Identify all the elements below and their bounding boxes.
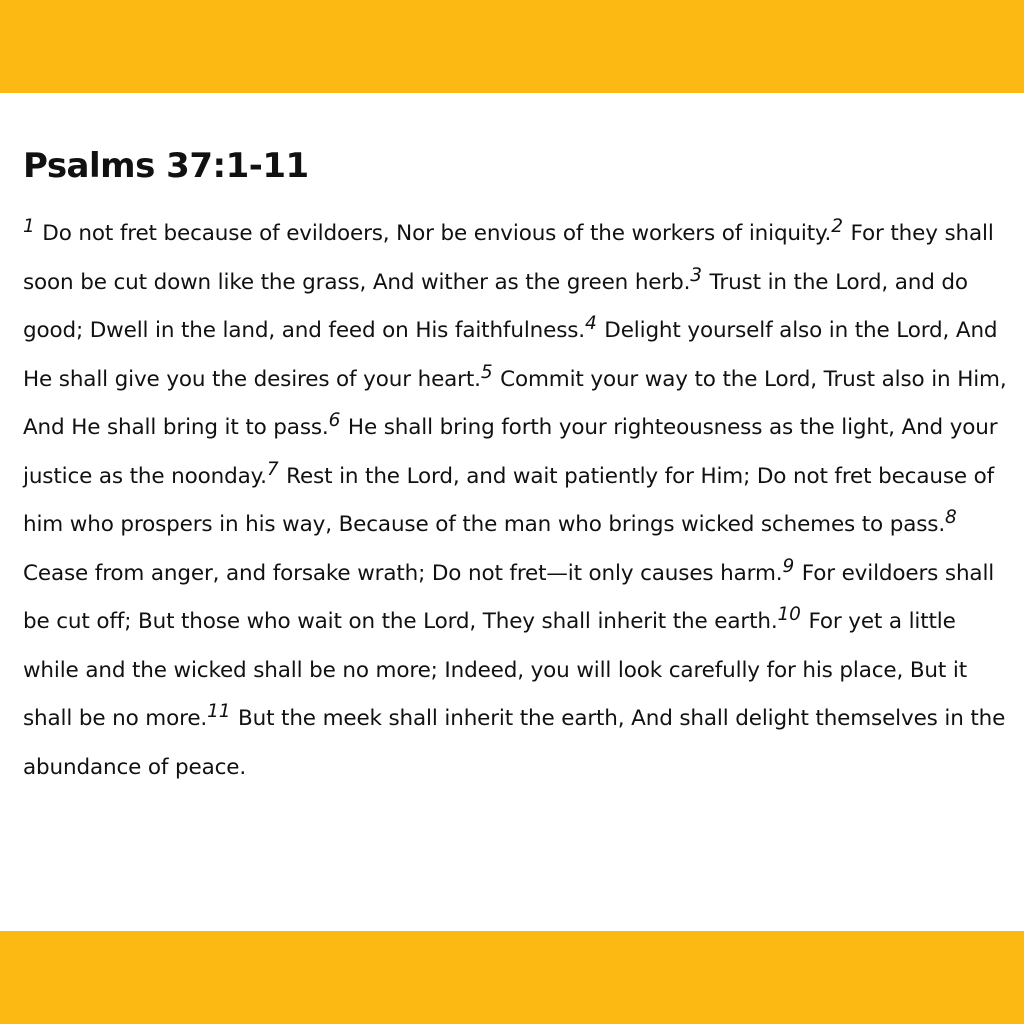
verse-text: He shall bring forth your righteousness as the light, And your justice as the noonday. (23, 415, 998, 489)
verse-number: 2 (831, 216, 843, 238)
verse-number: 10 (777, 604, 801, 626)
verse-text: Rest in the Lord, and wait patiently for Him; Do not fret because of him who prospers in his way, Because of the man who brings wicked schemes to pass. (23, 463, 995, 537)
bottom-color-band (0, 931, 1024, 1024)
verse-number: 11 (207, 701, 231, 723)
verse-number: 4 (585, 313, 597, 335)
verse-number: 3 (690, 264, 702, 286)
verse-text: For yet a little while and the wicked shall be no more; Indeed, you will look carefully for his place, But it shall be no more. (23, 609, 967, 731)
verse-text: Delight yourself also in the Lord, And He shall give you the desires of your heart. (23, 318, 998, 392)
passage-text (23, 210, 1013, 792)
verse-number: 7 (266, 458, 279, 480)
verse-text: Commit your way to the Lord, Trust also in Him, And He shall bring it to pass. (23, 366, 1007, 440)
verse-number: 6 (328, 410, 341, 432)
verse-text: For they shall soon be cut down like the grass, And wither as the green herb. (23, 221, 994, 295)
verse-number: 1 (23, 216, 35, 238)
verse-text: Trust in the Lord, and do good; Dwell in the land, and feed on His faithfulness. (23, 269, 968, 343)
verse-number: 8 (945, 507, 957, 529)
verse-number: 5 (480, 361, 493, 383)
verse-text: But the meek shall inherit the earth, And shall delight themselves in the abundance of peace. (23, 706, 1006, 780)
passage-content (23, 138, 1013, 792)
verse-text: For evildoers shall be cut off; But those who wait on the Lord, They shall inherit the earth. (23, 560, 995, 634)
verse-text: Do not fret because of evildoers, Nor be envious of the workers of iniquity. (35, 221, 832, 246)
top-color-band (0, 0, 1024, 93)
passage-title: Psalms 37:1-11 (23, 146, 309, 186)
verse-text: Cease from anger, and forsake wrath; Do not fret—it only causes harm. (23, 560, 783, 586)
verse-number: 9 (782, 555, 795, 577)
